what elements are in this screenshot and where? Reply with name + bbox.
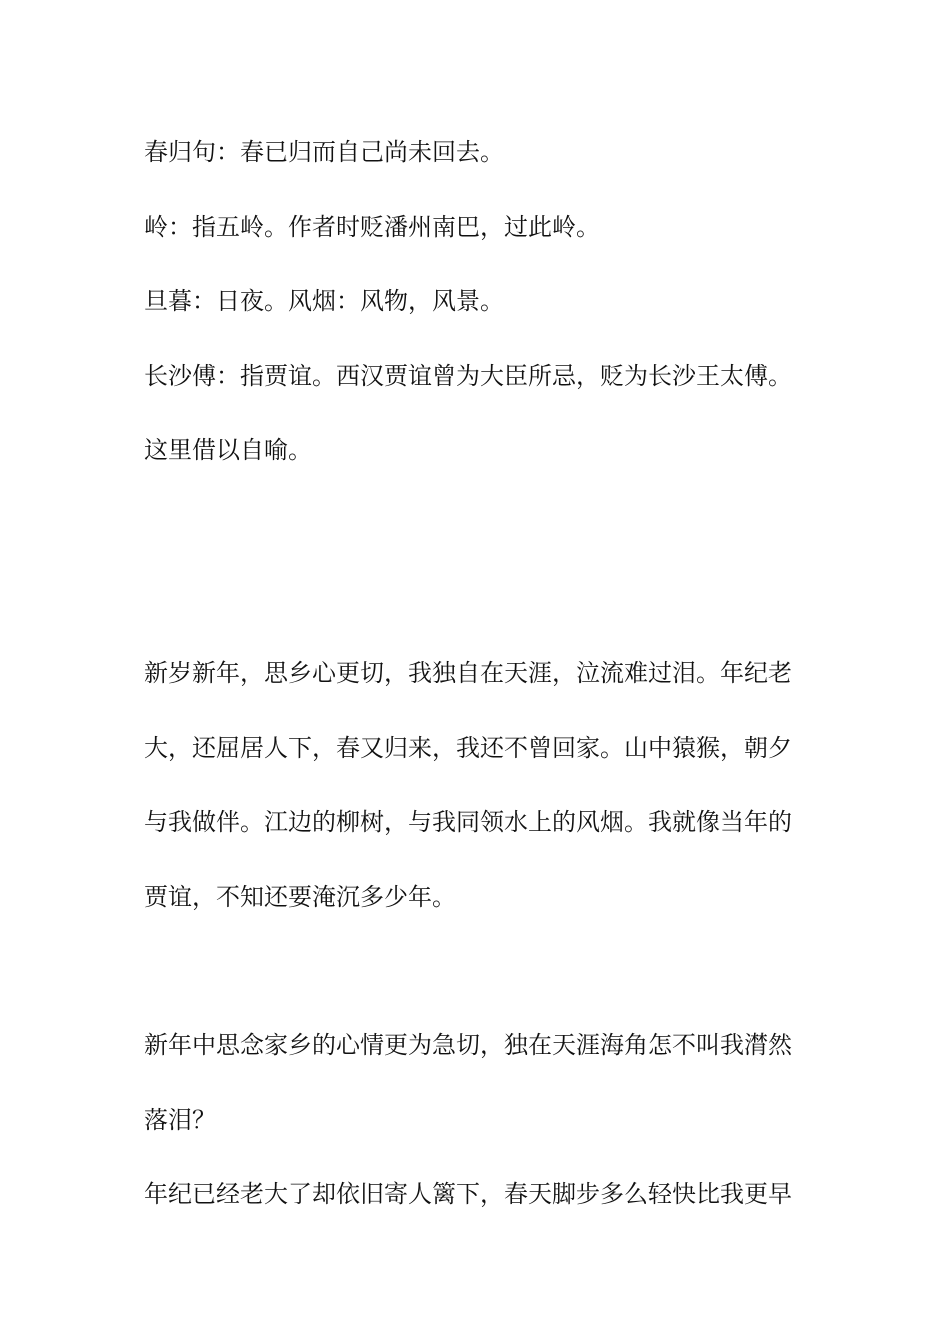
note-line: 旦暮：日夜。风烟：风物，风景。 [144, 287, 504, 315]
note-line: 这里借以自喻。 [144, 436, 312, 464]
translation-line: 大，还屈居人下，春又归来，我还不曾回家。山中猿猴，朝夕 [144, 734, 792, 762]
note-line: 岭：指五岭。作者时贬潘州南巴，过此岭。 [144, 213, 600, 241]
translation-line: 新年中思念家乡的心情更为急切，独在天涯海角怎不叫我潸然 [144, 1031, 792, 1059]
note-line: 长沙傅：指贾谊。西汉贾谊曾为大臣所忌，贬为长沙王太傅。 [144, 362, 792, 390]
translation-line: 与我做伴。江边的柳树，与我同领水上的风烟。我就像当年的 [144, 808, 792, 836]
translation-line: 新岁新年，思乡心更切，我独自在天涯，泣流难过泪。年纪老 [144, 659, 792, 687]
translation-line: 年纪已经老大了却依旧寄人篱下，春天脚步多么轻快比我更早 [144, 1180, 792, 1208]
translation-line: 贾谊，不知还要淹沉多少年。 [144, 883, 456, 911]
translation-line: 落泪？ [144, 1106, 216, 1134]
note-line: 春归句：春已归而自己尚未回去。 [144, 138, 504, 166]
